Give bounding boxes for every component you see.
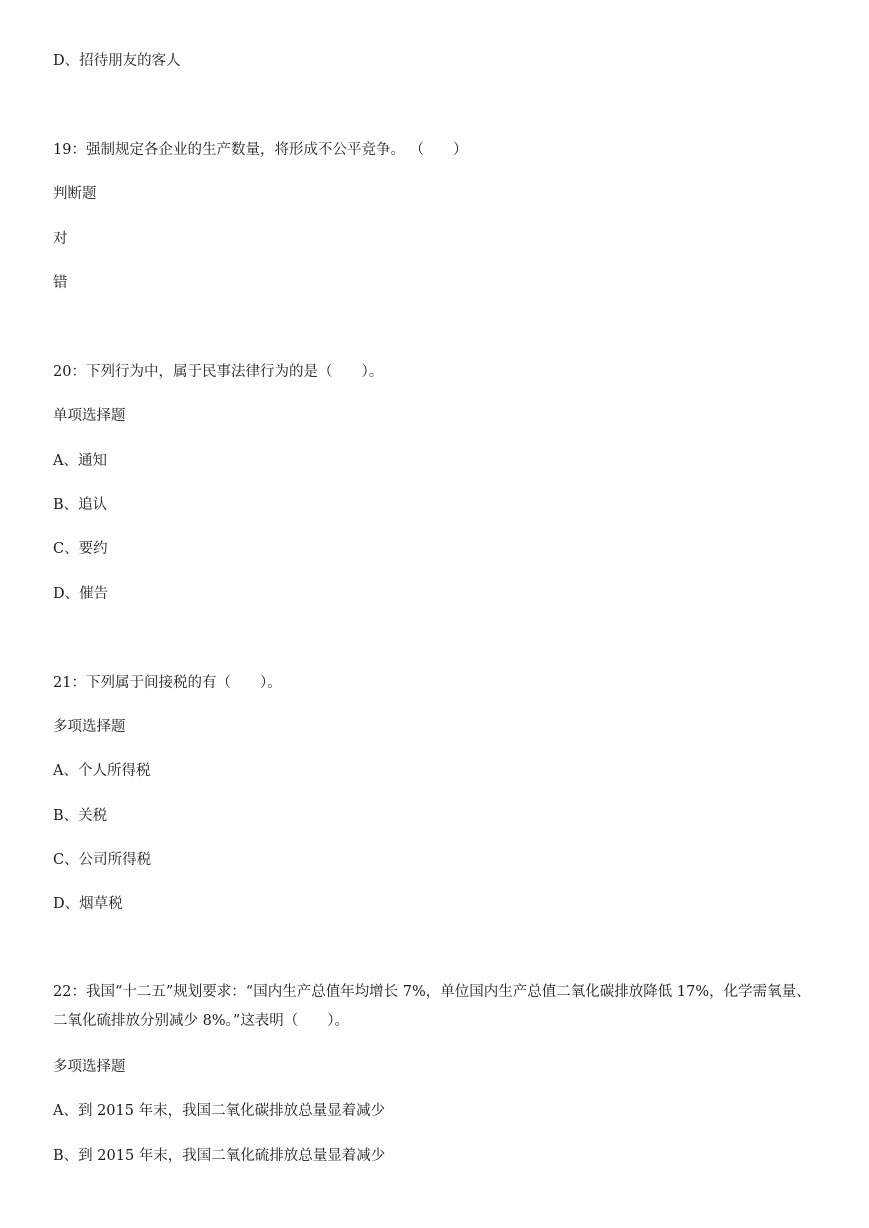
q22-option-a: A、到 2015 年末，我国二氧化碳排放总量显着减少 (53, 1103, 386, 1119)
q21-option-a: A、个人所得税 (53, 763, 151, 779)
q20-stem: 20：下列行为中，属于民事法律行为的是（ ）。 (53, 364, 384, 380)
q20-option-c: C、要约 (53, 541, 108, 557)
q19-option-true: 对 (53, 231, 68, 247)
q19-type: 判断题 (53, 186, 97, 202)
q22-type: 多项选择题 (53, 1059, 126, 1075)
q20-type: 单项选择题 (53, 408, 126, 424)
q22-option-b: B、到 2015 年末，我国二氧化硫排放总量显着减少 (53, 1148, 386, 1164)
q19-option-false: 错 (53, 275, 68, 291)
q18-option-d: D、招待朋友的客人 (53, 53, 181, 69)
q21-option-c: C、公司所得税 (53, 852, 152, 868)
q21-option-d: D、烟草税 (53, 896, 123, 912)
q21-type: 多项选择题 (53, 719, 126, 735)
q22-stem: 22：我国“十二五”规划要求：“国内生产总值年均增长 7%，单位国内生产总值二氧化碳排放降低 17%，化学需氧量、二氧化硫排放分别减少 8%。”这表明（ ）。 (53, 984, 811, 1029)
q21-option-b: B、关税 (53, 808, 108, 824)
q20-option-a: A、通知 (53, 453, 107, 469)
q21-stem: 21：下列属于间接税的有（ ）。 (53, 675, 282, 691)
q20-option-b: B、追认 (53, 497, 108, 513)
q20-option-d: D、催告 (53, 586, 109, 602)
q19-stem: 19：强制规定各企业的生产数量，将形成不公平竞争。 （ ） (53, 142, 468, 158)
